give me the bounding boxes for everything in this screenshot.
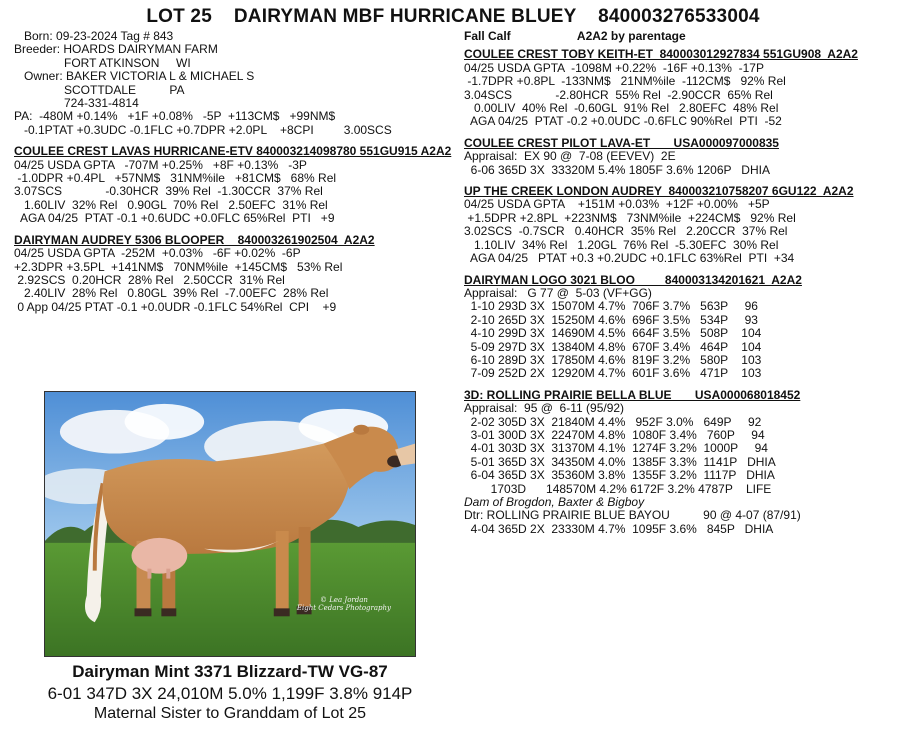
sire-of-dam-line: 3.04SCS -2.80HCR 55% Rel -2.90CCR 65% Rel — [464, 87, 773, 102]
photo-credit-line: © Lea Jordan — [319, 596, 368, 604]
sire-heading: COULEE CREST LAVAS HURRICANE-ETV 840003214098780 551GU915 A2A2 — [14, 144, 452, 159]
dam-line: 0 App 04/25 PTAT -0.1 +0.0UDR -0.1FLC 54%Rel CPI +9 — [14, 299, 337, 314]
cow-photo — [44, 391, 416, 657]
cloud — [125, 404, 205, 440]
sire-line: 1.60LIV 32% Rel 0.90GL 70% Rel 2.50EFC 31% Rel — [14, 197, 328, 212]
london-audrey-line: 3.02SCS -0.7SCR 0.40HCR 35% Rel 2.20CCR 37% Rel — [464, 224, 788, 239]
sire-of-dam-line: AGA 04/25 PTAT -0.2 +0.0UDC -0.6FLC 90%Rel PTI -52 — [464, 114, 782, 129]
breeder-location: FORT ATKINSON WI — [14, 55, 191, 70]
animal-info-column — [14, 30, 454, 314]
owner-line: Owner: BAKER VICTORIA L & MICHAEL S — [14, 69, 255, 84]
photo-caption-note: Maternal Sister to Granddam of Lot 25 — [93, 705, 367, 722]
bella-blue-lifetime-line: 1703D 148570M 4.2% 6172F 3.2% 4787P LIFE — [464, 481, 772, 496]
pilot-lava-line: Appraisal: EX 90 @ 7-08 (EEVEV) 2E — [464, 149, 676, 164]
bella-blue-heading: 3D: ROLLING PRAIRIE BELLA BLUE USA000068018452 — [464, 387, 801, 402]
bella-blue-line: 5-01 365D 3X 34350M 4.0% 1385F 3.3% 1141P DHIA — [464, 454, 776, 469]
london-audrey-line: 1.10LIV 34% Rel 1.20GL 76% Rel -5.30EFC 30% Rel — [464, 237, 779, 252]
sire-line: -1.0DPR +0.4PL +57NM$ 31NM%ile +81CM$ 68% Rel — [14, 171, 337, 186]
dam-line: 2.40LIV 28% Rel 0.80GL 39% Rel -7.00EFC 28% Rel — [14, 286, 329, 301]
sire-of-dam-line: -1.7DPR +0.8PL -133NM$ 21NM%ile -112CM$ 92% Rel — [464, 74, 786, 89]
fall-calf-label: Fall Calf — [464, 29, 511, 43]
photo-caption-name: Dairyman Mint 3371 Blizzard-TW VG-87 — [72, 662, 388, 681]
london-audrey-line: AGA 04/25 PTAT +0.3 +0.2UDC +0.1FLC 63%Rel PTI +34 — [464, 251, 795, 266]
dam-line: +2.3DPR +3.5PL +141NM$ 70NM%ile +145CM$ 53% Rel — [14, 259, 343, 274]
sire-of-dam-heading: COULEE CREST TOBY KEITH-ET 840003012927834 551GU908 A2A2 — [464, 47, 858, 62]
sire-of-dam-line: 04/25 USDA GPTA -1098M +0.22% -16F +0.13% -17P — [464, 60, 764, 75]
daughter-line: Dtr: ROLLING PRAIRIE BLUE BAYOU 90 @ 4-07 (87/91) — [464, 508, 801, 523]
owner-location: SCOTTDALE PA — [14, 82, 185, 97]
london-audrey-heading: UP THE CREEK LONDON AUDREY 840003210758207 6GU122 A2A2 — [464, 184, 854, 199]
bella-blue-line: 6-04 365D 3X 35360M 3.8% 1355F 3.2% 1117P DHIA — [464, 468, 775, 483]
sire-line: 04/25 USDA GPTA -707M +0.25% +8F +0.13% -3P — [14, 157, 307, 172]
photo-credit-line: Eight Cedars Photography — [296, 604, 391, 612]
dam-line: 2.92SCS 0.20HCR 28% Rel 2.50CCR 31% Rel — [14, 272, 285, 287]
dam-heading: DAIRYMAN AUDREY 5306 BLOOPER 840003261902504 A2A2 — [14, 232, 375, 247]
bella-blue-line: 2-02 305D 3X 21840M 4.4% 952F 3.0% 649P 92 — [464, 414, 762, 429]
calf-status-line — [464, 30, 896, 43]
pedigree-column — [464, 30, 896, 536]
logo-bloo-line: 1-10 293D 3X 15070M 4.7% 706F 3.7% 563P 96 — [464, 299, 758, 314]
photo-credit — [297, 596, 391, 612]
pa-line: PA: -480M +0.14% +1F +0.08% -5P +113CM$ +99NM$ — [14, 109, 336, 124]
bella-blue-line: Appraisal: 95 @ 6-11 (95/92) — [464, 401, 625, 416]
logo-bloo-line: 6-10 289D 3X 17850M 4.6% 819F 3.2% 580P 103 — [464, 352, 762, 367]
a2a2-label: A2A2 by parentage — [576, 29, 686, 43]
logo-bloo-line: 4-10 299D 3X 14690M 4.5% 664F 3.5% 508P 104 — [464, 326, 762, 341]
cow-illustration — [45, 392, 415, 656]
lot-title: LOT 25 DAIRYMAN MBF HURRICANE BLUEY 840003276533004 — [146, 6, 760, 27]
photo-caption-record: 6-01 347D 3X 24,010M 5.0% 1,199F 3.8% 914P — [47, 684, 413, 703]
sire-line: 3.07SCS -0.30HCR 39% Rel -1.30CCR 37% Rel — [14, 184, 323, 199]
daughter-record-line: 4-04 365D 2X 23330M 4.7% 1095F 3.6% 845P DHIA — [464, 521, 774, 536]
born-line: Born: 09-23-2024 Tag # 843 — [14, 29, 174, 43]
logo-bloo-line: 7-09 252D 2X 12920M 4.7% 601F 3.6% 471P 103 — [464, 366, 762, 381]
pilot-lava-heading: COULEE CREST PILOT LAVA-ET USA000097000835 — [464, 135, 779, 150]
logo-bloo-line: Appraisal: G 77 @ 5-03 (VF+GG) — [464, 285, 652, 300]
logo-bloo-heading: DAIRYMAN LOGO 3021 BLOO 840003134201621 A2A2 — [464, 272, 802, 287]
sire-of-dam-line: 0.00LIV 40% Rel -0.60GL 91% Rel 2.80EFC 48% Rel — [464, 101, 779, 116]
breeder-line: Breeder: HOARDS DAIRYMAN FARM — [14, 42, 218, 57]
pilot-lava-line: 6-06 365D 3X 33320M 5.4% 1805F 3.6% 1206P DHIA — [464, 162, 770, 177]
london-audrey-line: +1.5DPR +2.8PL +223NM$ 73NM%ile +224CM$ 92% Rel — [464, 210, 796, 225]
owner-phone: 724-331-4814 — [14, 96, 139, 111]
logo-bloo-line: 2-10 265D 3X 15250M 4.6% 696F 3.5% 534P 93 — [464, 312, 758, 327]
bella-blue-line: 3-01 300D 3X 22470M 4.8% 1080F 3.4% 760P 94 — [464, 427, 765, 442]
bella-blue-note: Dam of Brogdon, Baxter & Bigboy — [464, 495, 645, 509]
sire-line: AGA 04/25 PTAT -0.1 +0.6UDC +0.0FLC 65%Rel PTI +9 — [14, 211, 335, 226]
bella-blue-line: 4-01 303D 3X 31370M 4.1% 1274F 3.2% 1000P 94 — [464, 441, 768, 456]
pa-line-2: -0.1PTAT +0.3UDC -0.1FLC +0.7DPR +2.0PL +8CPI 3.00SCS — [14, 122, 392, 137]
logo-bloo-line: 5-09 297D 3X 13840M 4.8% 670F 3.4% 464P 104 — [464, 339, 762, 354]
dam-line: 04/25 USDA GPTA -252M +0.03% -6F +0.02% -6P — [14, 246, 301, 261]
london-audrey-line: 04/25 USDA GPTA +151M +0.03% +12F +0.00% +5P — [464, 197, 770, 212]
